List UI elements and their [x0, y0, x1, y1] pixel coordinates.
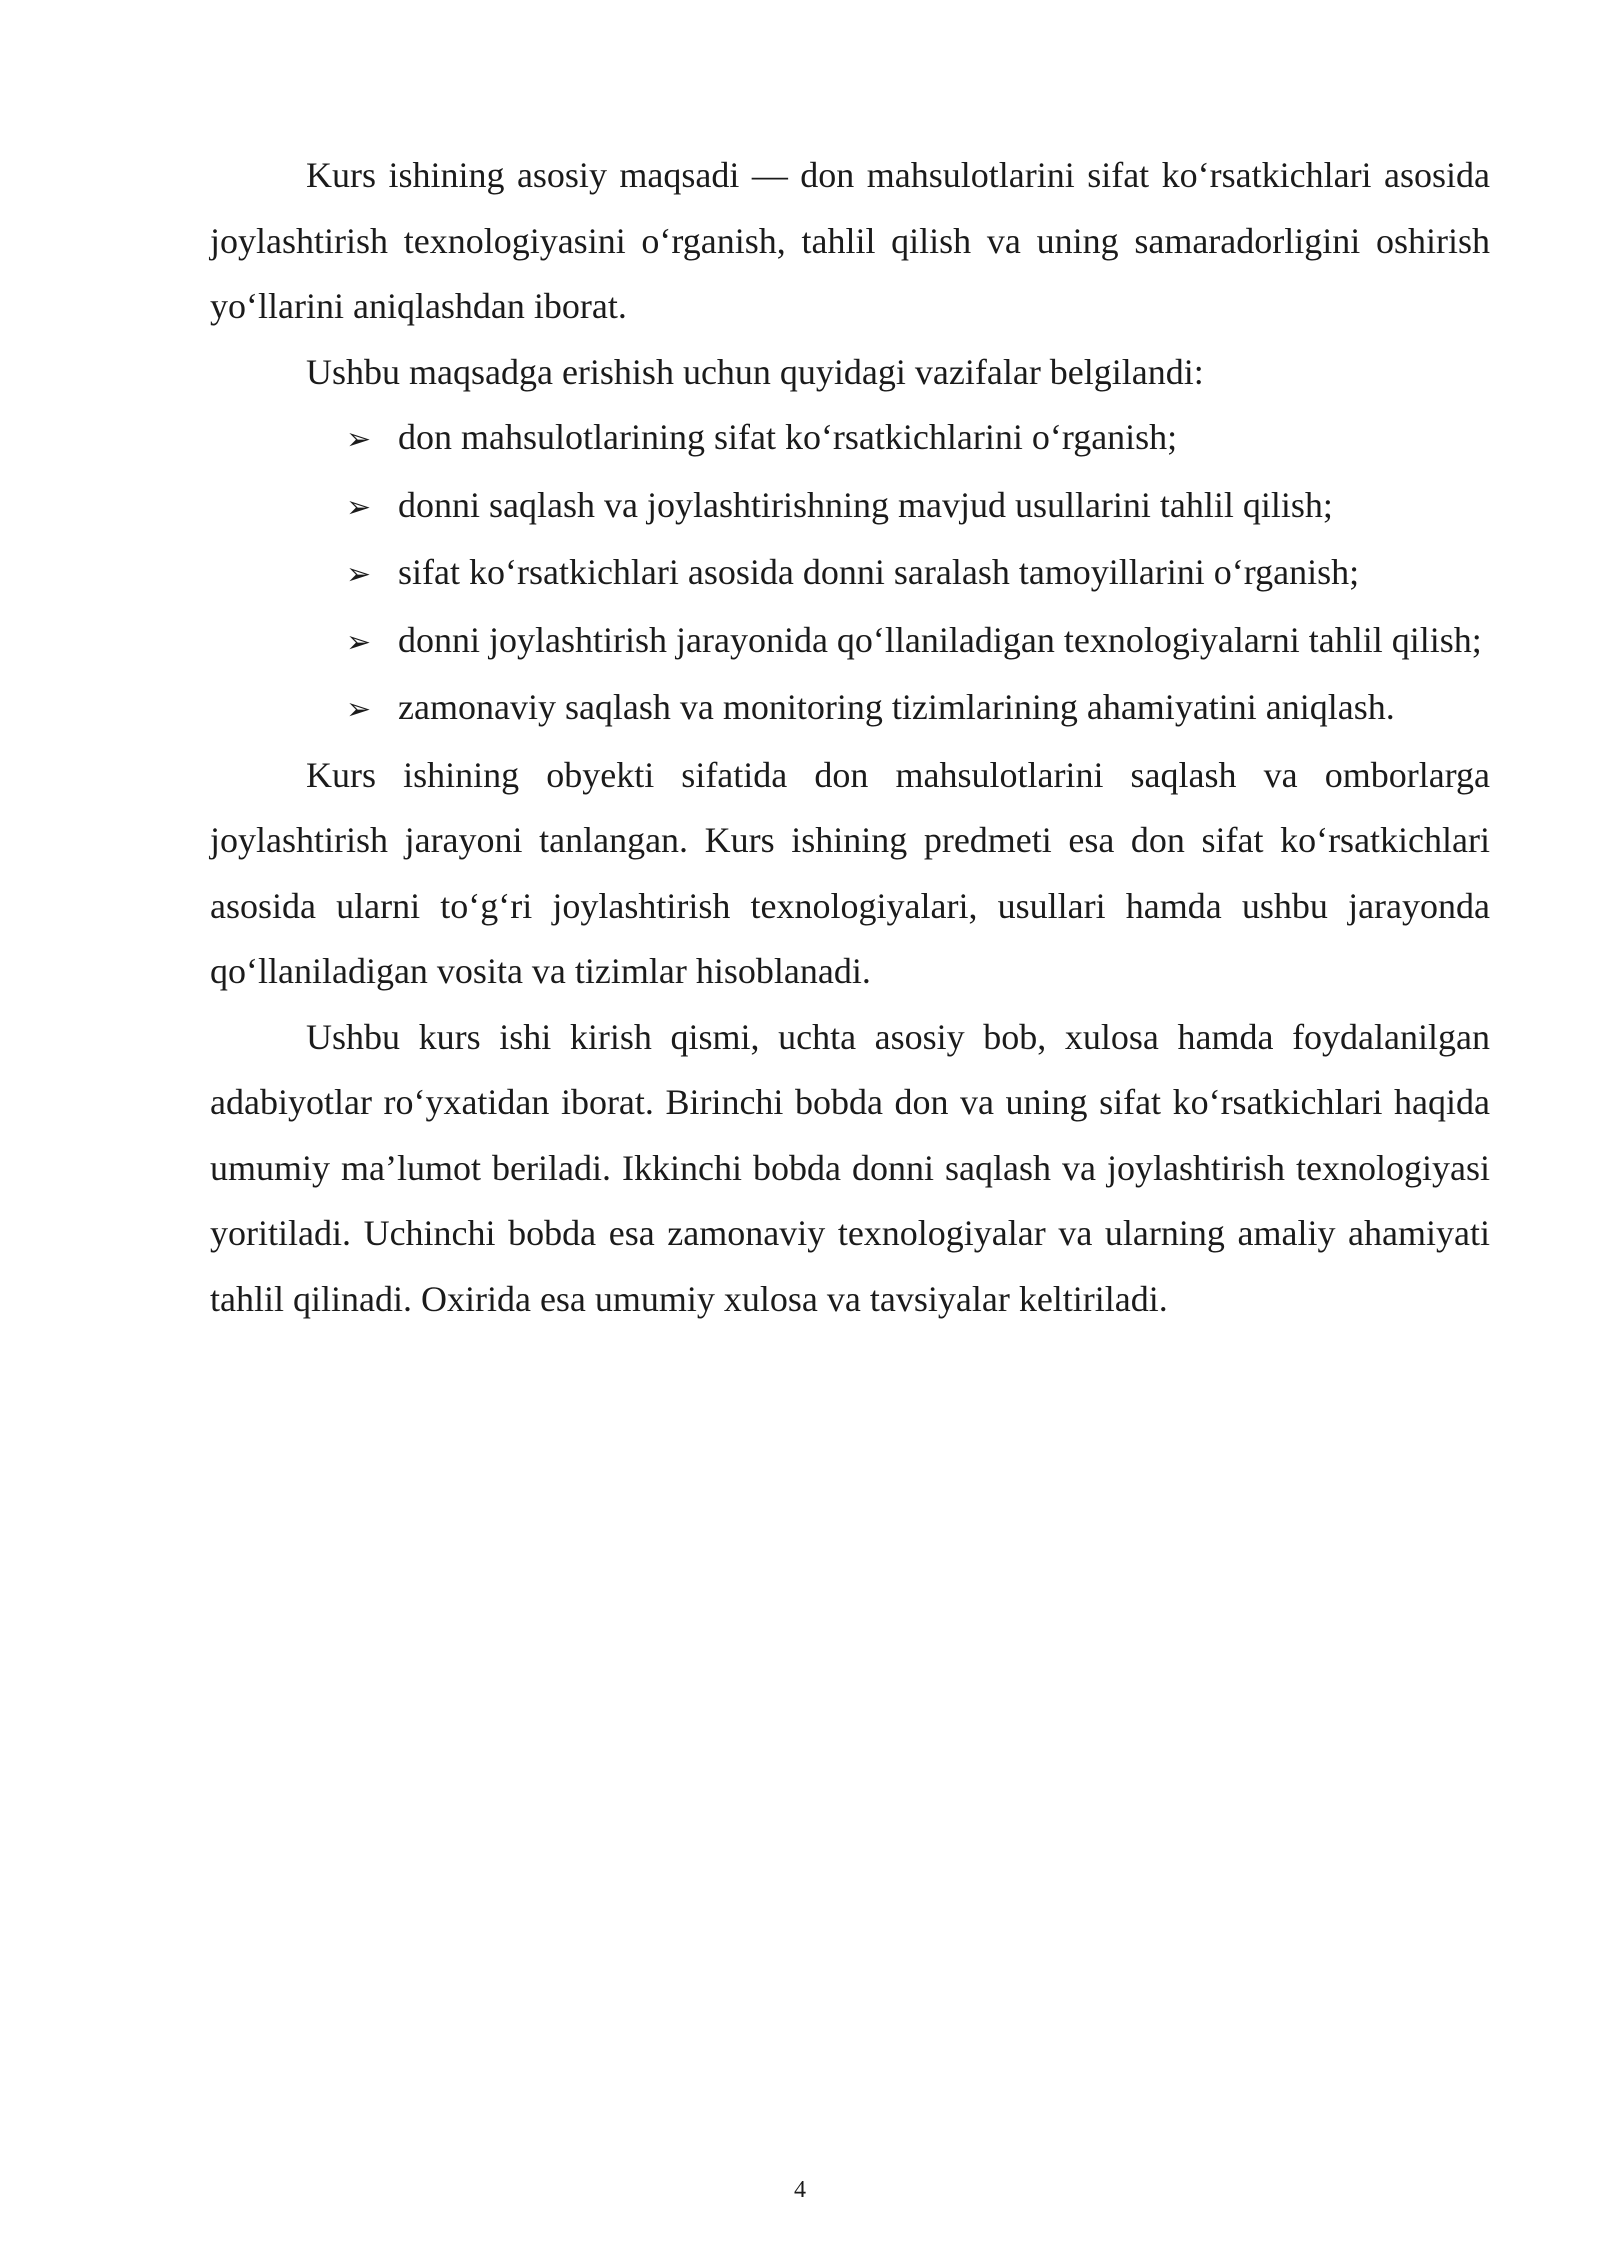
list-item [210, 540, 1490, 608]
arrowhead-bullet-icon: ➢ [346, 624, 372, 660]
list-item-text: donni joylashtirish jarayonida qo‘llaniladigan texnologiyalarni tahlil qilish; [398, 619, 1482, 660]
arrowhead-bullet-icon: ➢ [346, 489, 372, 525]
list-item [210, 405, 1490, 473]
list-item-text: zamonaviy saqlash va monitoring tizimlarining ahamiyatini aniqlash. [398, 687, 1395, 727]
list-item [210, 675, 1490, 743]
list-item [210, 473, 1490, 541]
task-list [210, 405, 1490, 743]
document-body [210, 143, 1490, 1332]
paragraph-structure: Ushbu kurs ishi kirish qismi, uchta asosiy bob, xulosa hamda foydalanilgan adabiyotlar ro‘yxatidan iborat. Birinchi bobda don va uning sifat ko‘rsatkichlari haqida umumiy ma’lumot beriladi. Ikkinchi bobda donni saqlash va joylashtirish texnologiyasi yoritiladi. Uchinchi bobda esa zamonaviy texnologiyalar va ularning amaliy ahamiyati tahlil qilinadi. Oxirida esa umumiy xulosa va tavsiyalar keltiriladi. [210, 1016, 1490, 1319]
list-item [210, 608, 1490, 676]
list-item-text: don mahsulotlarining sifat ko‘rsatkichlarini o‘rganish; [398, 417, 1178, 457]
paragraph-object: Kurs ishining obyekti sifatida don mahsulotlarini saqlash va omborlarga joylashtirish jarayoni tanlangan. Kurs ishining predmeti esa don sifat ko‘rsatkichlari asosida ularni to‘g‘ri joylashtirish texnologiyalari, usullari hamda ushbu jarayonda qo‘llaniladigan vosita va tizimlar hisoblanadi. [210, 754, 1490, 991]
list-item-text: sifat ko‘rsatkichlari asosida donni saralash tamoyillarini o‘rganish; [398, 552, 1360, 592]
paragraph-goal: Kurs ishining asosiy maqsadi — don mahsulotlarini sifat ko‘rsatkichlari asosida joylashtirish texnologiyasini o‘rganish, tahlil qilish va uning samaradorligini oshirish yo‘llarini aniqlashdan iborat. [210, 155, 1490, 326]
arrowhead-bullet-icon: ➢ [346, 692, 372, 727]
page-number: 4 [794, 2177, 806, 2203]
arrowhead-bullet-icon: ➢ [346, 422, 372, 457]
paragraph-tasks-intro: Ushbu maqsadga erishish uchun quyidagi vazifalar belgilandi: [306, 351, 1204, 392]
arrowhead-bullet-icon: ➢ [346, 557, 372, 592]
list-item-text: donni saqlash va joylashtirishning mavjud usullarini tahlil qilish; [398, 484, 1333, 525]
